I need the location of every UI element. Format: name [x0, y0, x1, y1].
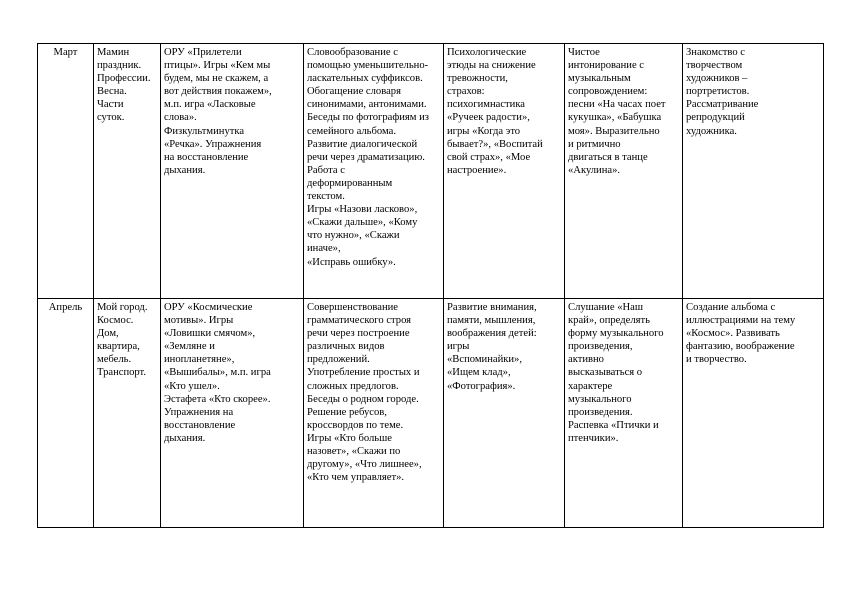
physical-cell: [161, 44, 304, 299]
topic-cell: [94, 299, 161, 528]
topic-text: Мой город. Космос. Дом, квартира, мебель. Транспорт.: [97, 302, 148, 379]
psychology-cell: [444, 44, 565, 299]
speech-cell: [304, 44, 444, 299]
speech-text: Словообразование с помощью уменьшительно- ласкательных суффиксов. Обогащение словаря синонимами, антонимами. Беседы по фотографиям из семейного альбома. Развитие диалогической речи через драматизацию. Работа с деформированным текстом. Игры «Назови ласково», «Скажи дальше», «Кому что нужно», «Скажи иначе», «Исправь ошибку».: [307, 47, 429, 268]
speech-cell: [304, 299, 444, 528]
month-cell: [38, 299, 94, 528]
physical-text: ОРУ «Космические мотивы». Игры «Ловишки смячом», «Земляне и инопланетяне», «Вышибалы», м.п. игра «Кто ушел». Эстафета «Кто скорее». Упражнения на восстановление дыхания.: [164, 302, 271, 444]
topic-cell: [94, 44, 161, 299]
art-cell: [683, 299, 824, 528]
physical-text: ОРУ «Прилетели птицы». Игры «Кем мы будем, мы не скажем, а вот действия покажем», м.п. игра «Ласковые слова». Физкультминутка «Речка». Упражнения на восстановление дыхания.: [164, 47, 272, 176]
month-text: Март: [53, 47, 78, 58]
art-text: Создание альбома с иллюстрациями на тему «Космос». Развивать фантазию, воображение и творчество.: [686, 302, 796, 366]
plan-table: [37, 43, 824, 528]
table-row: [38, 44, 824, 299]
table-row: [38, 299, 824, 528]
psychology-text: Психологические этюды на снижение тревожности, страхов: психогимнастика «Ручеек радости», игры «Когда это бывает?», «Воспитай свой страх», «Мое настроение».: [447, 47, 543, 176]
music-cell: [565, 299, 683, 528]
psychology-cell: [444, 299, 565, 528]
topic-text: Мамин праздник. Профессии. Весна. Части суток.: [97, 47, 151, 124]
psychology-text: Развитие внимания, памяти, мышления, воображения детей: игры «Вспоминайки», «Ищем клад», «Фотография».: [447, 302, 537, 392]
music-text: Слушание «Наш край», определять форму музыкального произведения, активно высказываться о характере музыкального произведения. Распевка «Птички и птенчики».: [568, 302, 664, 444]
art-cell: [683, 44, 824, 299]
physical-cell: [161, 299, 304, 528]
music-text: Чистое интонирование с музыкальным сопровождением: песни «На часах поет кукушка», «Бабушка моя». Выразительно и ритмично двигаться в танце «Акулина».: [568, 47, 666, 176]
speech-text: Совершенствование грамматического строя речи через построение различных видов предложений. Употребление простых и сложных предлогов. Беседы о родном городе. Решение ребусов, кроссвордов по теме. Игры «Кто больше назовет», «Скажи по другому», «Что лишнее», «Кто чем управляет».: [307, 302, 422, 484]
art-text: Знакомство с творчеством художников – портретистов. Рассматривание репродукций художника.: [686, 47, 759, 137]
month-cell: [38, 44, 94, 299]
month-text: Апрель: [48, 302, 83, 313]
music-cell: [565, 44, 683, 299]
